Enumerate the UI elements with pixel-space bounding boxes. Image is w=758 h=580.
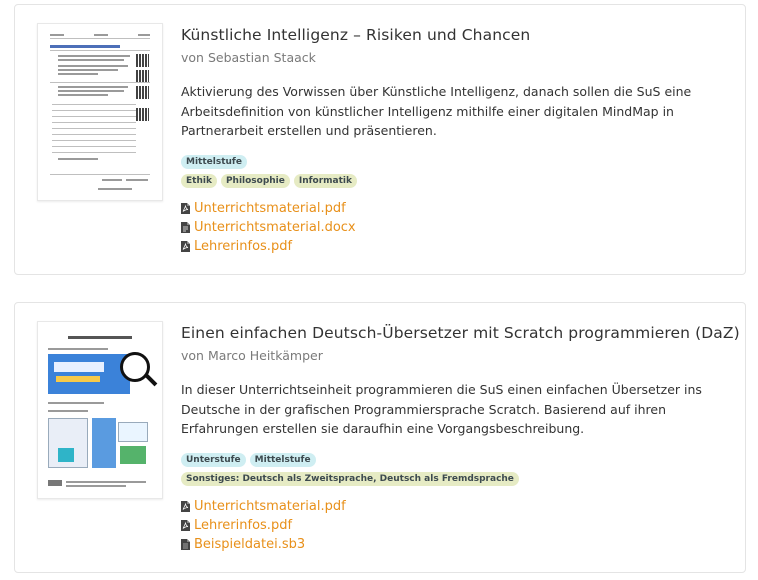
file-link[interactable]	[181, 199, 741, 218]
material-author: von Sebastian Staack	[181, 50, 316, 65]
material-description: Aktivierung des Vorwissen über Künstliche Intelligenz, danach sollen die SuS eine Arbeitsdefinition von künstlicher Intelligenz mithilfe einer digitalen MindMap in Partnerarbeit erstellen und präsentieren.	[181, 84, 692, 138]
level-tags	[181, 453, 741, 467]
tag-list	[181, 453, 741, 486]
file-link[interactable]	[181, 497, 741, 516]
file-link[interactable]	[181, 237, 741, 256]
material-description: In dieser Unterrichtseinheit programmieren die SuS einen einfachen Übersetzer ins Deutsche in der grafischen Programmiersprache Scratch. Basierend auf ihren Erfahrungen erstellen sie daraufhin eine Vorgangsbeschreibung.	[181, 382, 702, 436]
subject-tag: Informatik	[294, 174, 357, 188]
level-tags	[181, 155, 741, 169]
file-list	[181, 497, 741, 554]
file-name[interactable]: Lehrerinfos.pdf	[194, 517, 293, 533]
subject-tag: Sonstiges: Deutsch als Zweitsprache, Deutsch als Fremdsprache	[181, 472, 519, 486]
material-title[interactable]: Künstliche Intelligenz – Risiken und Chancen	[181, 26, 531, 44]
level-tag: Mittelstufe	[181, 155, 247, 169]
material-thumbnail[interactable]	[37, 321, 163, 499]
material-content	[181, 23, 741, 256]
pdf-file-icon	[181, 203, 190, 214]
file-link[interactable]	[181, 218, 741, 237]
level-tag: Mittelstufe	[250, 453, 316, 467]
material-content	[181, 321, 741, 554]
pdf-file-icon	[181, 241, 190, 252]
level-tag: Unterstufe	[181, 453, 246, 467]
material-card	[14, 302, 746, 573]
material-title[interactable]: Einen einfachen Deutsch-Übersetzer mit Scratch programmieren (DaZ)	[181, 324, 740, 342]
pdf-file-icon	[181, 501, 190, 512]
material-thumbnail[interactable]	[37, 23, 163, 201]
subject-tag: Ethik	[181, 174, 217, 188]
file-name[interactable]: Unterrichtsmaterial.pdf	[194, 498, 346, 514]
file-name[interactable]: Lehrerinfos.pdf	[194, 238, 293, 254]
doc-file-icon	[181, 222, 190, 233]
file-list	[181, 199, 741, 256]
tag-list	[181, 155, 741, 188]
pdf-file-icon	[181, 520, 190, 531]
file-link[interactable]	[181, 535, 741, 554]
material-card	[14, 4, 746, 275]
subject-tags	[181, 174, 741, 188]
file-name[interactable]: Unterrichtsmaterial.pdf	[194, 200, 346, 216]
file-link[interactable]	[181, 516, 741, 535]
subject-tags	[181, 472, 741, 486]
subject-tag: Philosophie	[221, 174, 290, 188]
generic-file-icon	[181, 539, 190, 550]
file-name[interactable]: Beispieldatei.sb3	[194, 536, 306, 552]
file-name[interactable]: Unterrichtsmaterial.docx	[194, 219, 356, 235]
material-author: von Marco Heitkämper	[181, 348, 323, 363]
